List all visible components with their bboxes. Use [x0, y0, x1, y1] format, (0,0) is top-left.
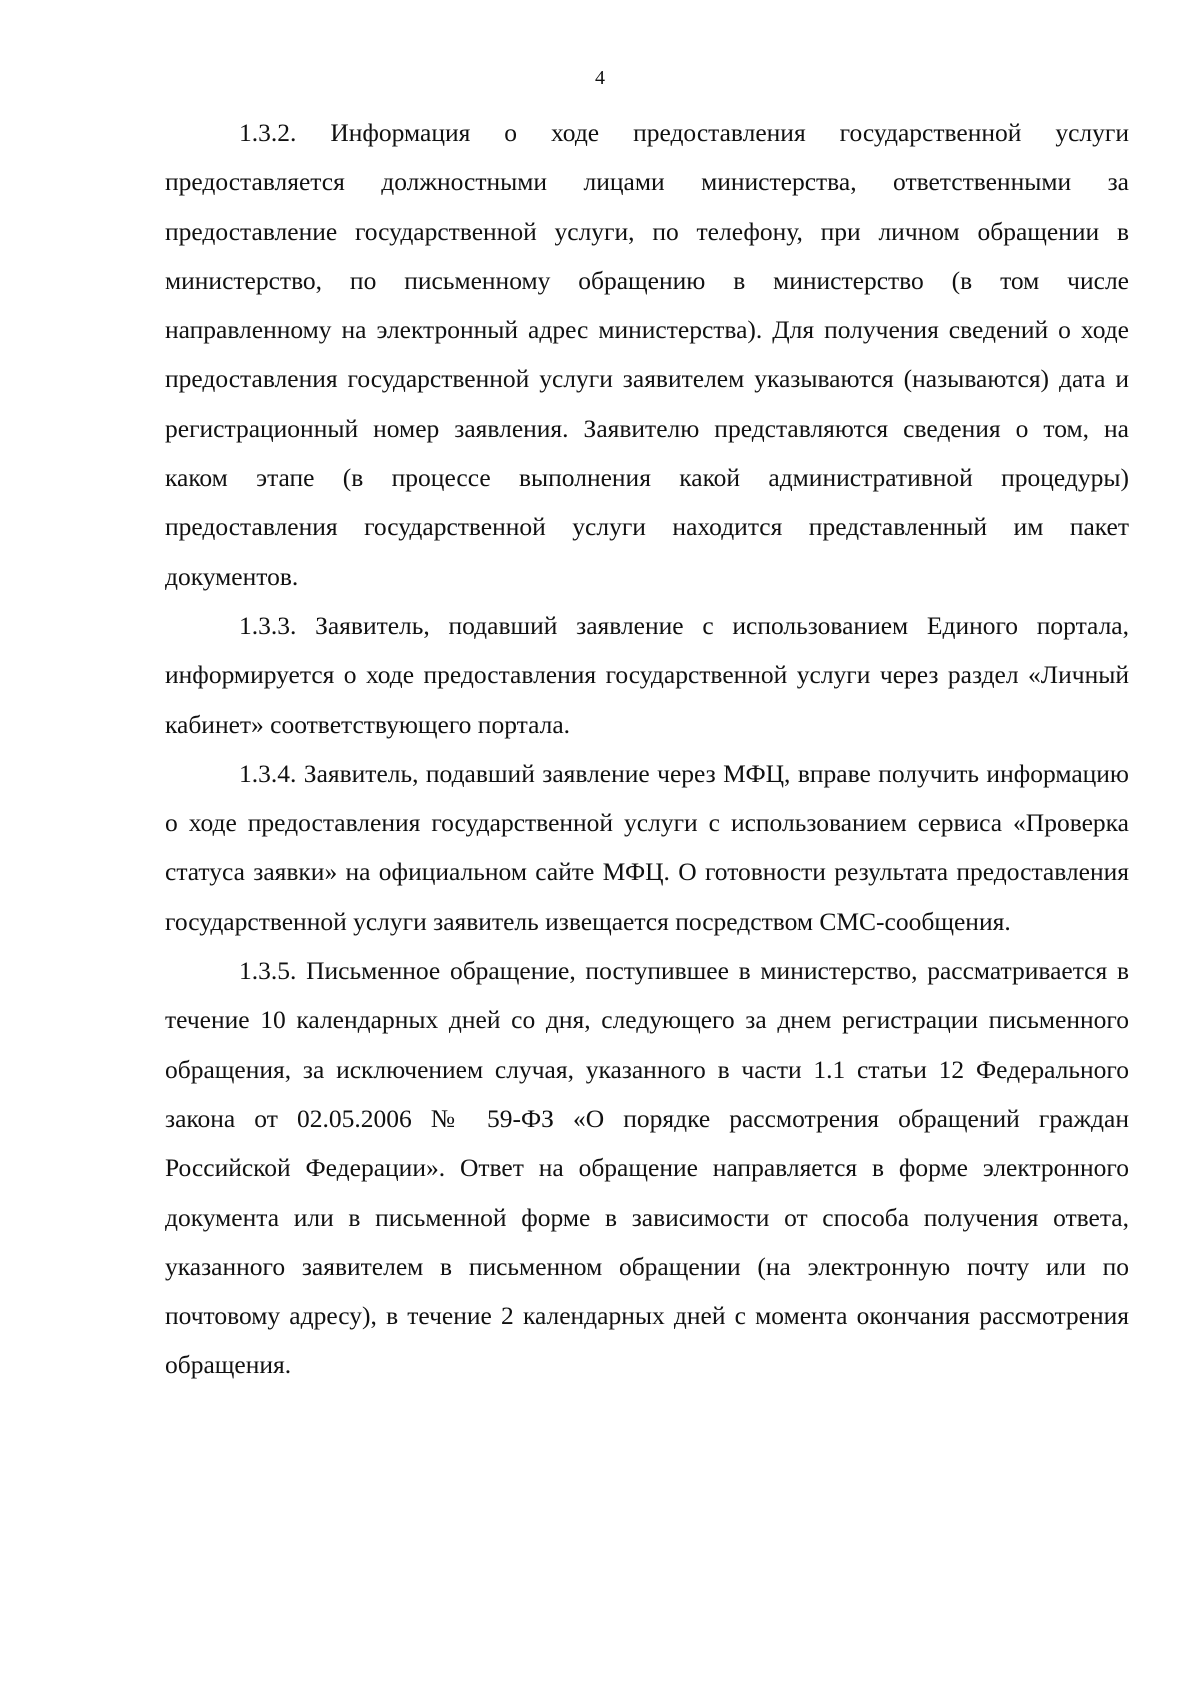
paragraph-1-3-2: 1.3.2. Информация о ходе предоставления государственной услуги предоставляется должностными лицами министерства, ответственными за предоставление государственной услуги, по телефону, при личном обращении в министерство, по письменному обращению в министерство (в том числе направленному на электронный адрес министерства). Для получения сведений о ходе предоставления государственной услуги заявителем указываются (называются) дата и регистрационный номер заявления. Заявителю представляются сведения о том, на каком этапе (в процессе выполнения какой административной процедуры) предоставления государственной услуги находится представленный им пакет документов.	[165, 118, 1129, 591]
paragraph-1-3-3: 1.3.3. Заявитель, подавший заявление с использованием Единого портала, информируется о ходе предоставления государственной услуги через раздел «Личный кабинет» соответствующего портала.	[165, 610, 1129, 739]
document-body	[165, 108, 1129, 1390]
paragraph-1-3-4: 1.3.4. Заявитель, подавший заявление через МФЦ, вправе получить информацию о ходе предоставления государственной услуги с использованием сервиса «Проверка статуса заявки» на официальном сайте МФЦ. О готовности результата предоставления государственной услуги заявитель извещается посредством СМС-сообщения.	[165, 758, 1129, 936]
paragraph-1-3-5: 1.3.5. Письменное обращение, поступившее в министерство, рассматривается в течение 10 календарных дней со дня, следующего за днем регистрации письменного обращения, за исключением случая, указанного в части 1.1 статьи 12 Федерального закона от 02.05.2006 № 59-ФЗ «О порядке рассмотрения обращений граждан Российской Федерации». Ответ на обращение направляется в форме электронного документа или в письменной форме в зависимости от способа получения ответа, указанного заявителем в письменном обращении (на электронную почту или по почтовому адресу), в течение 2 календарных дней с момента окончания рассмотрения обращения.	[165, 956, 1129, 1380]
page-number: 4	[595, 67, 605, 89]
